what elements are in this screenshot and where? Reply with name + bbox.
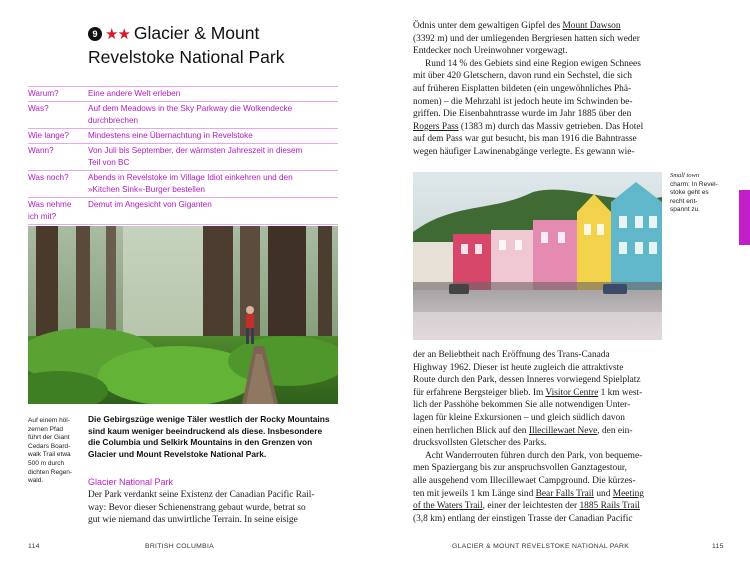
text-run: lich der Passhöhe bekommen Sie alle notwendigen Unter- bbox=[413, 400, 631, 411]
place-link[interactable]: Mount Dawson bbox=[562, 21, 621, 31]
fact-value-line: Abends in Revelstoke im Village Idiot einkehren und den bbox=[88, 173, 293, 182]
intro-line: Glacier und Mount Revelstoke National Park. bbox=[88, 448, 267, 459]
place-link[interactable]: Rogers Pass bbox=[413, 121, 459, 132]
fact-value-line: Mindestens eine Übernachtung in Revelstoke bbox=[88, 131, 253, 140]
place-link[interactable]: of the Waters Trail bbox=[413, 501, 483, 512]
fact-value bbox=[88, 102, 338, 128]
body-line bbox=[413, 108, 661, 121]
forest-photo-caption bbox=[28, 417, 84, 486]
fact-row bbox=[28, 102, 338, 129]
text-run: ten mit jeweils 1 km Länge sind bbox=[413, 488, 536, 499]
fact-value bbox=[88, 171, 338, 197]
text-run: (3,8 km) entlang der einstigen Trasse der Canadian Pacific bbox=[413, 513, 633, 524]
fact-label: Wann? bbox=[28, 146, 54, 155]
body-text-left bbox=[88, 489, 340, 527]
body-line bbox=[413, 20, 661, 33]
rating-stars-icon: ★★ bbox=[105, 26, 130, 43]
site-number-badge: 9 bbox=[88, 27, 102, 41]
fact-label-line: ich mit? bbox=[28, 212, 57, 221]
text-run: (3392 m) und der umliegenden Bergriesen hatten sich weder bbox=[413, 33, 640, 44]
section-subheading: Glacier National Park bbox=[88, 477, 174, 487]
text-run: griffen. Die Eisenbahntrasse wurde im Jahr 1885 über den bbox=[413, 109, 632, 120]
intro-line: die Columbia und Selkirk Mountains in den Grenzen von bbox=[88, 437, 313, 448]
forest-boardwalk-photo bbox=[28, 226, 338, 404]
place-link[interactable]: Visitor Centre bbox=[545, 387, 599, 398]
fact-value-line: Von Juli bis September, der wärmsten Jahreszeit in diesem bbox=[88, 146, 303, 155]
text-run: Highway 1962. Dieser ist heute zugleich die attraktivste bbox=[413, 362, 624, 373]
body-line bbox=[413, 83, 661, 96]
fact-label: Warum? bbox=[28, 89, 59, 98]
body-line bbox=[413, 475, 661, 488]
body-line bbox=[413, 387, 661, 400]
text-run: wegen häufiger Lawinenabgänge verlegte. Es gewann wie- bbox=[413, 146, 635, 157]
fact-value-line: Demut im Angesicht von Giganten bbox=[88, 200, 212, 209]
caption-line: Small town bbox=[670, 172, 700, 179]
text-run: Entdecker noch Ureinwohner vorgewagt. bbox=[413, 46, 568, 57]
page-number-left: 114 bbox=[28, 543, 40, 550]
fact-label: Wie lange? bbox=[28, 131, 69, 140]
body-line bbox=[413, 399, 661, 412]
caption-line: Auf einem höl- bbox=[28, 417, 70, 424]
body-line bbox=[413, 45, 661, 58]
body-line: Der Park verdankt seine Existenz der Canadian Pacific Rail- bbox=[88, 490, 315, 500]
caption-line: charm: In Revel- bbox=[670, 180, 718, 188]
text-run: auf früheren Eisplatten bildeten (ein ungewöhnliches Phä- bbox=[413, 83, 632, 94]
body-line bbox=[413, 133, 661, 146]
title-line-1 bbox=[88, 22, 358, 46]
text-run: 1 km west- bbox=[598, 387, 643, 398]
caption-line: zernen Pfad bbox=[28, 425, 64, 433]
body-line bbox=[413, 33, 661, 46]
title-text-1: Glacier & Mount bbox=[133, 23, 260, 43]
caption-line: wald. bbox=[28, 477, 44, 485]
fact-value-line: »Kitchen Sink«-Burger bestellen bbox=[88, 185, 205, 194]
text-run: einen herrlichen Blick auf den bbox=[413, 425, 529, 436]
text-run: nomen) – die Mehrzahl ist jedoch heute im Schwinden be- bbox=[413, 96, 633, 107]
fact-label-line: Was nehme bbox=[28, 200, 72, 209]
fact-value bbox=[88, 129, 338, 143]
place-link[interactable]: 1885 Rails Trail bbox=[579, 501, 640, 512]
text-run: Ödnis unter dem gewaltigen Gipfel des bbox=[413, 21, 563, 31]
revelstoke-street-photo bbox=[413, 172, 662, 340]
body-line bbox=[413, 146, 661, 159]
place-link[interactable]: Meeting bbox=[612, 488, 644, 499]
text-run: der an Beliebtheit nach Eröffnung des Trans-Canada bbox=[413, 350, 610, 360]
body-line bbox=[413, 488, 661, 501]
text-run: Rund 14 % des Gebiets sind eine Region ewigen Schnees bbox=[425, 58, 641, 69]
body-line bbox=[413, 450, 661, 463]
fact-row bbox=[28, 171, 338, 198]
fact-row bbox=[28, 198, 338, 225]
body-line bbox=[413, 362, 661, 375]
body-line bbox=[413, 349, 661, 362]
fact-row bbox=[28, 86, 338, 102]
body-line bbox=[413, 70, 661, 83]
place-link[interactable]: Illecillewaet Neve bbox=[528, 425, 598, 436]
body-line bbox=[413, 425, 661, 438]
caption-line: stoke geht es bbox=[670, 189, 709, 196]
text-run: drucksvollsten Gletscher des Parks. bbox=[413, 438, 547, 449]
chapter-title bbox=[88, 22, 358, 69]
fact-value-line: Auf dem Meadows in the Sky Parkway die Wolkendecke bbox=[88, 104, 293, 113]
caption-line: 500 m durch bbox=[28, 459, 65, 467]
place-link[interactable]: Bear Falls Trail bbox=[535, 488, 594, 499]
caption-line: spannt zu. bbox=[670, 206, 700, 213]
fact-value bbox=[88, 144, 338, 170]
fact-row bbox=[28, 144, 338, 171]
text-run: für erfahrene Bergsteiger blieb. Im bbox=[413, 387, 546, 398]
fact-row bbox=[28, 129, 338, 144]
caption-line: walk Trail etwa bbox=[28, 451, 71, 459]
fact-value-line: Eine andere Welt erleben bbox=[88, 89, 181, 98]
body-line bbox=[413, 96, 661, 109]
fact-label: Was? bbox=[28, 104, 49, 113]
quick-facts-table bbox=[28, 86, 338, 225]
fact-value bbox=[88, 198, 338, 224]
town-photo-caption bbox=[670, 172, 726, 215]
text-run: und bbox=[593, 488, 613, 499]
page-number-right: 115 bbox=[712, 543, 724, 550]
fact-value bbox=[88, 87, 338, 101]
text-run: , einer der leichtesten der bbox=[482, 501, 580, 512]
fact-label: Was noch? bbox=[28, 173, 69, 182]
body-line bbox=[413, 500, 661, 513]
body-line bbox=[413, 412, 661, 425]
fact-value-line: Teil von BC bbox=[88, 158, 130, 167]
body-line bbox=[413, 374, 661, 387]
fact-value-line: durchbrechen bbox=[88, 116, 139, 125]
caption-line: dichten Regen- bbox=[28, 468, 73, 476]
text-run: auf dem Pass war gut besucht, bis man 1916 die Bahntrasse bbox=[413, 134, 637, 145]
intro-paragraph bbox=[88, 414, 340, 460]
body-line: way: Bevor dieser Schienenstrang gebaut wurde, betrat so bbox=[88, 502, 306, 513]
title-line-2: Revelstoke National Park bbox=[88, 47, 285, 67]
caption-line: recht ent- bbox=[670, 197, 698, 205]
text-run: men Spaziergang bis zur anspruchsvollen Ganztagestour, bbox=[413, 463, 627, 474]
intro-line: sind kaum weniger beeindruckend als diese. Insbesondere bbox=[88, 425, 323, 436]
text-run: Route durch den Park, dessen Inneres vorwiegend Spielplatz bbox=[413, 375, 641, 386]
intro-line: Die Gebirgszüge wenige Täler westlich der Rocky Mountains bbox=[88, 414, 330, 424]
text-run: alle ausgehend vom Illecillewaet Campground. Die kürzes- bbox=[413, 475, 636, 486]
body-line bbox=[413, 513, 661, 526]
body-text-right-bottom bbox=[413, 349, 661, 525]
text-run: Acht Wanderrouten führen durch den Park, von bequeme- bbox=[425, 450, 643, 461]
chapter-tab-marker bbox=[739, 190, 750, 245]
fact-label bbox=[28, 198, 88, 224]
text-run: lagen für kleine Exkursionen – und gleich südlich davon bbox=[413, 412, 625, 423]
body-text-right-top bbox=[413, 20, 661, 159]
running-head-left: BRITISH COLUMBIA bbox=[145, 543, 215, 550]
body-line bbox=[413, 58, 661, 71]
text-run: mit über 420 Gletschern, davon rund ein Sechstel, die sich bbox=[413, 71, 632, 82]
body-line bbox=[413, 462, 661, 475]
body-line bbox=[413, 437, 661, 450]
body-line bbox=[413, 121, 661, 134]
body-line: gut wie niemand das unwirtliche Terrain. In seine eisige bbox=[88, 515, 298, 526]
text-run: (1383 m) durch das Massiv getrieben. Das Hotel bbox=[458, 121, 644, 132]
running-head-right: GLACIER & MOUNT REVELSTOKE NATIONAL PARK bbox=[452, 543, 630, 550]
text-run: , den ein- bbox=[597, 425, 633, 436]
caption-line: Cedars Board- bbox=[28, 442, 71, 450]
caption-line: führt der Giant bbox=[28, 434, 70, 442]
